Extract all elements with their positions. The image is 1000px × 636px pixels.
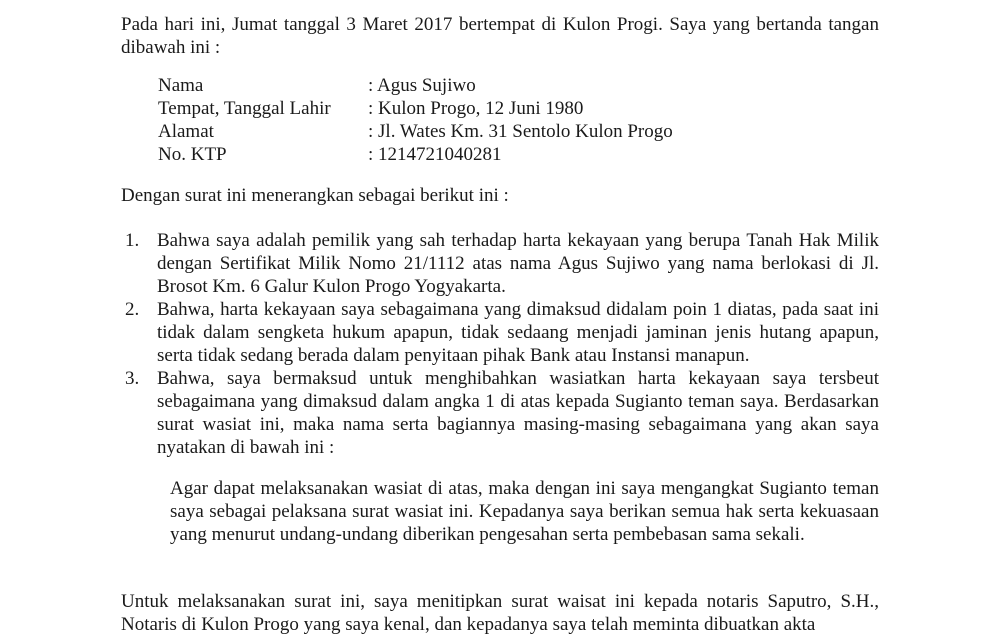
identity-row-address <box>158 120 673 143</box>
identity-label: No. KTP <box>158 144 227 165</box>
identity-row-name <box>158 74 673 97</box>
intro-paragraph: Pada hari ini, Jumat tanggal 3 Maret 2017 bertempat di Kulon Progi. Saya yang bertanda tangan dibawah ini : <box>121 14 879 58</box>
list-number: 1. <box>125 230 140 251</box>
identity-value: : Kulon Progo, 12 Juni 1980 <box>368 98 584 119</box>
identity-row-ktp <box>158 143 673 166</box>
identity-row-birth <box>158 97 673 120</box>
identity-label: Alamat <box>158 121 214 142</box>
list-item <box>121 367 879 459</box>
identity-label: Nama <box>158 75 204 96</box>
points-list <box>121 229 879 459</box>
identity-table <box>158 74 673 166</box>
closing-paragraph: Untuk melaksanakan surat ini, saya menitipkan surat waisat ini kepada notaris Saputro, S.H., Notaris di Kulon Progo yang saya kenal, dan kepadanya saya telah meminta dibuatkan akta <box>121 591 879 635</box>
list-text: Bahwa saya adalah pemilik yang sah terhadap harta kekayaan yang berupa Tanah Hak Milik dengan Sertifikat Milik Nomo 21/1112 atas nama Agus Sujiwo yang nama berlokasi di Jl. Brosot Km. 6 Galur Kulon Progo Yogyakarta. <box>157 230 879 297</box>
identity-value: : Jl. Wates Km. 31 Sentolo Kulon Progo <box>368 121 673 142</box>
list-item <box>121 229 879 298</box>
list-text: Bahwa, harta kekayaan saya sebagaimana yang dimaksud didalam poin 1 diatas, pada saat ini tidak dalam sengketa hukum apapun, tidak sedaang menjadi jaminan jenis hutang apapun, serta tidak sedang berada dalam penyitaan pihak Bank atau Instansi manapun. <box>157 299 879 366</box>
identity-value: : Agus Sujiwo <box>368 75 476 96</box>
executor-paragraph: Agar dapat melaksanakan wasiat di atas, maka dengan ini saya mengangkat Sugianto teman saya sebagai pelaksana surat wasiat ini. Kepadanya saya berikan semua hak serta kekuasaan yang menurut undang-undang diberikan pengesahan serta pembebasan sama sekali. <box>170 478 879 545</box>
identity-value: : 1214721040281 <box>368 144 502 165</box>
list-item <box>121 298 879 367</box>
list-text: Bahwa, saya bermaksud untuk menghibahkan wasiatkan harta kekayaan saya tersbeut sebagaimana yang dimaksud dalam angka 1 di atas kepada Sugianto teman saya. Berdasarkan surat wasiat ini, maka nama serta bagiannya masing-masing sebagaimana yang akan saya nyatakan di bawah ini : <box>157 368 879 458</box>
list-number: 2. <box>125 299 140 320</box>
list-number: 3. <box>125 368 140 389</box>
identity-label: Tempat, Tanggal Lahir <box>158 98 331 119</box>
lead-paragraph: Dengan surat ini menerangkan sebagai berikut ini : <box>121 185 509 206</box>
